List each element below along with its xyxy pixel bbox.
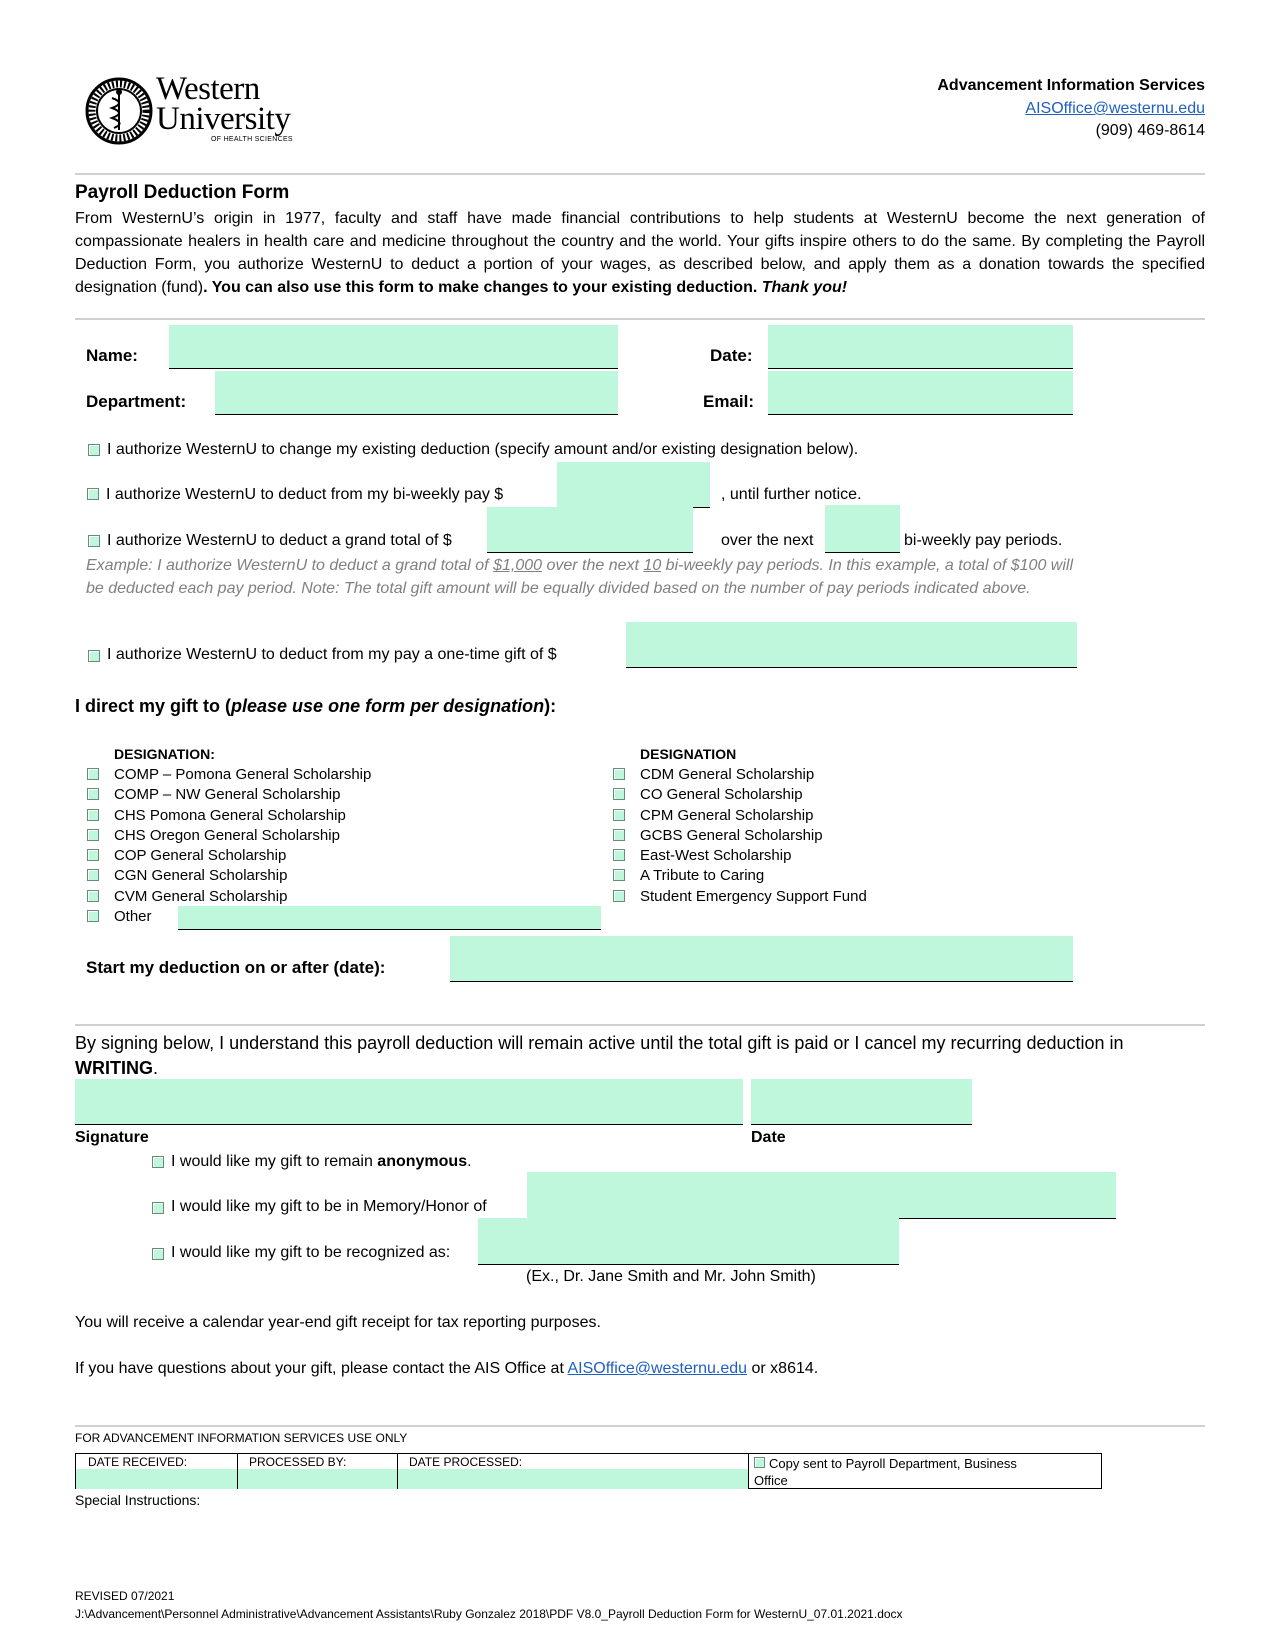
contact-text: If you have questions about your gift, please contact the AIS Office at [75,1360,568,1377]
signing-period: . [153,1058,159,1078]
signature-date-label: Date [751,1129,786,1146]
designation-left-list [86,766,606,928]
designation-checkbox[interactable] [87,910,99,922]
designation-checkbox[interactable] [87,788,99,800]
list-item[interactable] [612,827,1012,847]
designation-checkbox[interactable] [613,849,625,861]
receipt-note: You will receive a calendar year-end gift receipt for tax reporting purposes. [75,1314,601,1331]
grand-total-field[interactable] [487,507,693,553]
copy-sent-cell [749,1454,1102,1489]
header-phone: (909) 469-8614 [1095,122,1205,139]
anonymous-bold: anonymous [377,1153,468,1170]
signing-text: By signing below, I understand this payroll deduction will remain active until the total gift is paid or I cancel my recurring deduction in [75,1033,1124,1053]
designation-checkbox[interactable] [613,809,625,821]
header-email-link[interactable]: AISOffice@westernu.edu [1025,100,1205,117]
onetime-gift-field[interactable] [626,622,1077,668]
designation-label: CPM General Scholarship [640,806,814,824]
date-processed-cell [398,1454,749,1489]
designation-label: CO General Scholarship [640,786,803,804]
signature-field[interactable] [75,1079,743,1125]
biweekly-suffix: , until further notice. [721,486,862,503]
processed-by-cell [238,1454,398,1489]
intro-paragraph [75,207,1205,299]
divider [75,318,1205,320]
designation-label: A Tribute to Caring [640,867,765,885]
designation-label: East-West Scholarship [640,847,792,865]
date-received-field[interactable] [76,1469,237,1489]
recognized-as-label: I would like my gift to be recognized as: [171,1244,451,1261]
designation-checkbox[interactable] [87,809,99,821]
recognized-as-example: (Ex., Dr. Jane Smith and Mr. John Smith) [526,1268,816,1285]
contact-note [75,1360,818,1378]
grand-total-label: I authorize WesternU to deduct a grand total of $ [107,532,452,549]
pay-periods-field[interactable] [825,505,900,553]
designation-label: CDM General Scholarship [640,766,815,783]
list-item[interactable] [612,807,1012,827]
memory-honor-label: I would like my gift to be in Memory/Honor of [171,1198,487,1215]
designation-right-heading: DESIGNATION [640,746,737,762]
list-item[interactable] [86,807,606,827]
biweekly-label: I authorize WesternU to deduct from my bi-weekly pay $ [106,486,504,503]
department-label: Department: [86,392,187,411]
other-designation-field[interactable] [178,906,601,930]
designation-right-list [612,766,1012,908]
processed-by-field[interactable] [238,1469,397,1489]
contact-extension: or x8614. [747,1360,819,1377]
name-label: Name: [86,346,138,365]
onetime-gift-checkbox[interactable] [88,650,100,662]
list-item[interactable] [86,786,606,806]
email-field[interactable] [768,371,1073,415]
university-logo [84,71,294,146]
example-text-3: bi-weekly pay periods. In this example, a total of $100 will be deducted each pay period. Note: The total gift amount will be equally divided based on the number of pay periods indicated above. [86,557,1074,597]
designation-label: Other [114,908,152,926]
grand-total-suffix: bi-weekly pay periods. [904,532,1063,549]
contact-email-link[interactable]: AISOffice@westernu.edu [567,1360,748,1377]
office-use-title: FOR ADVANCEMENT INFORMATION SERVICES USE ONLY [75,1431,408,1445]
anonymous-period: . [467,1153,472,1170]
example-text-2: over the next [542,557,644,574]
signature-date-field[interactable] [751,1079,972,1125]
list-item[interactable] [86,847,606,867]
list-item[interactable] [86,867,606,887]
divider [75,1425,1205,1427]
intro-text: From WesternU’s origin in 1977, faculty and staff have made financial contributions to help students at WesternU become the next generation of compassionate healers in health care and medicine throughout the country and the world. Your gifts inspire others to do the same. By completing the Payroll Deduction Form, you authorize WesternU to deduct a portion of your wages, as described below, and apply them as a donation towards the specified designation (fund) [75,210,1205,296]
designation-checkbox[interactable] [87,890,99,902]
divider [75,173,1205,175]
designation-checkbox[interactable] [613,768,625,780]
list-item[interactable] [612,847,1012,867]
direct-gift-italic: please use one form per designation [231,696,545,716]
memory-honor-checkbox[interactable] [152,1202,164,1214]
designation-checkbox[interactable] [613,890,625,902]
direct-gift-heading [75,696,556,717]
start-date-label: Start my deduction on or after (date): [86,958,386,977]
designation-label: Student Emergency Support Fund [640,887,867,905]
direct-gift-post: ): [544,696,557,716]
logo-wordmark-western: Western [156,71,260,107]
email-label: Email: [703,392,755,411]
biweekly-amount-field[interactable] [557,462,710,508]
designation-label: CHS Oregon General Scholarship [114,826,340,844]
memory-honor-field[interactable] [527,1172,1116,1219]
list-item[interactable] [612,786,1012,806]
date-received-label: DATE RECEIVED: [88,1455,188,1469]
designation-left-heading: DESIGNATION: [114,746,215,762]
designation-label: CVM General Scholarship [114,887,288,905]
signing-statement [75,1031,1205,1081]
anonymous-checkbox[interactable] [152,1156,164,1168]
list-item[interactable] [612,867,1012,887]
logo-wordmark-university: University [156,101,291,137]
logo-wordmark-subtitle: OF HEALTH SCIENCES [211,136,293,143]
copy-sent-label: Copy sent to Payroll Department, Business Office [754,1456,1017,1488]
designation-label: CHS Pomona General Scholarship [114,806,346,824]
department-field[interactable] [215,371,618,415]
revision-date: REVISED 07/2021 [75,1589,175,1603]
onetime-gift-label: I authorize WesternU to deduct from my pay a one-time gift of $ [107,646,557,663]
biweekly-checkbox[interactable] [87,488,99,500]
designation-checkbox[interactable] [613,788,625,800]
special-instructions-label: Special Instructions: [75,1492,201,1508]
date-processed-label: DATE PROCESSED: [409,1455,523,1469]
list-item[interactable] [612,766,1012,786]
example-text-1: Example: I authorize WesternU to deduct a grand total of [86,557,494,574]
office-use-table [75,1453,1102,1489]
designation-checkbox[interactable] [87,869,99,881]
designation-label: COMP – Pomona General Scholarship [114,766,372,783]
anonymous-text: I would like my gift to remain [171,1153,378,1170]
date-label: Date: [710,346,753,365]
designation-label: GCBS General Scholarship [640,826,823,844]
example-amount: $1,000 [493,557,543,574]
page-title: Payroll Deduction Form [75,182,290,203]
document-path: J:\Advancement\Personnel Administrative\Advancement Assistants\Ruby Gonzalez 2018\PDF V8.0_Payroll Deduction Form for WesternU_07.01.2021.docx [75,1607,903,1621]
designation-label: COMP – NW General Scholarship [114,786,341,804]
divider [75,1024,1205,1026]
designation-checkbox[interactable] [613,869,625,881]
change-deduction-label: I authorize WesternU to change my existing deduction (specify amount and/or existing designation below). [107,441,859,458]
start-date-field[interactable] [450,936,1073,982]
example-periods: 10 [643,557,662,574]
designation-checkbox[interactable] [87,829,99,841]
date-received-cell [76,1454,238,1489]
university-seal-icon [84,76,154,146]
designation-label: COP General Scholarship [114,847,287,865]
grand-total-over-label: over the next [721,532,814,549]
designation-checkbox[interactable] [613,829,625,841]
anonymous-label [171,1153,472,1171]
list-item[interactable] [612,888,1012,908]
recognized-as-checkbox[interactable] [152,1248,164,1260]
date-processed-field[interactable] [398,1469,748,1489]
signing-writing: WRITING [75,1058,153,1078]
org-title: Advancement Information Services [937,77,1205,94]
designation-checkbox[interactable] [87,849,99,861]
name-field[interactable] [169,325,618,369]
list-item[interactable] [86,766,606,786]
example-note [86,554,1073,600]
designation-label: CGN General Scholarship [114,867,288,885]
intro-thanks: Thank you! [761,279,848,296]
designation-checkbox[interactable] [87,768,99,780]
grand-total-checkbox[interactable] [88,535,100,547]
signature-label: Signature [75,1129,149,1146]
date-field[interactable] [768,325,1073,369]
processed-by-label: PROCESSED BY: [249,1455,347,1469]
list-item[interactable] [86,827,606,847]
change-deduction-checkbox[interactable] [88,444,100,456]
recognized-as-field[interactable] [478,1218,899,1265]
direct-gift-pre: I direct my gift to ( [75,696,232,716]
intro-text-period: . You can also use this form to make changes to your existing deduction. [203,279,762,296]
